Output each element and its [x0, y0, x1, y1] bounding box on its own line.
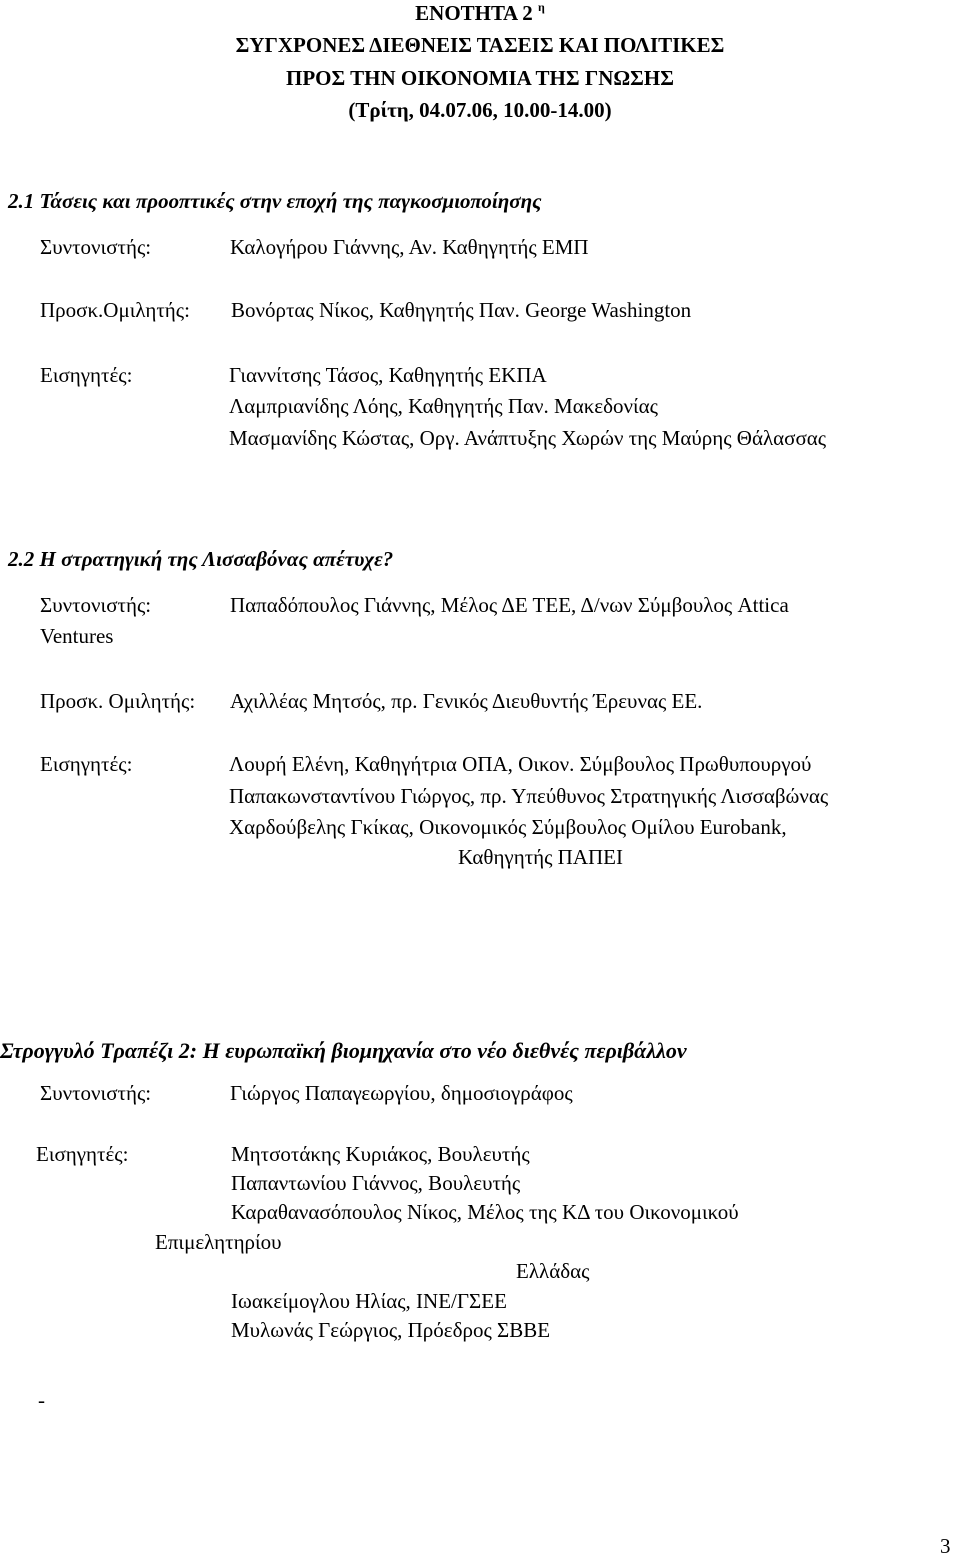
s3-speaker: Καραθανασόπουλος Νίκος, Μέλος της ΚΔ του Οικονομικού [231, 1200, 739, 1224]
s3-speaker-continuation: Επιμελητηρίου [155, 1230, 282, 1254]
s1-guest-speaker-label: Προσκ.Ομιλητής: [40, 298, 190, 322]
s2-speakers-label: Εισηγητές: [40, 752, 133, 776]
round-table-2-title: Στρογγυλό Τραπέζι 2: Η ευρωπαϊκή βιομηχανία στο νέο διεθνές περιβάλλον [0, 1038, 687, 1063]
s2-guest-speaker-label: Προσκ. Ομιλητής: [40, 689, 196, 713]
section-2-2-title: 2.2 Η στρατηγική της Λισσαβόνας απέτυχε? [8, 547, 394, 571]
s2-coordinator-label: Συντονιστής: [40, 593, 152, 617]
s3-speaker: Ιωακείμογλου Ηλίας, ΙΝΕ/ΓΣΕΕ [231, 1289, 507, 1313]
page-title-line-2: ΣΥΓΧΡΟΝΕΣ ΔΙΕΘΝΕΙΣ ΤΑΣΕΙΣ ΚΑΙ ΠΟΛΙΤΙΚΕΣ [235, 33, 725, 57]
s1-speaker: Λαμπριανίδης Λόης, Καθηγητής Παν. Μακεδονίας [229, 394, 658, 418]
unit-title: ΕΝΟΤΗΤΑ 2 $^\eta$ [415, 0, 545, 25]
session-date: (Τρίτη, 04.07.06, 10.00-14.00) [348, 98, 612, 122]
s1-guest-speaker-value: Βονόρτας Νίκος, Καθηγητής Παν. George Washington [231, 298, 692, 322]
s3-speaker: Παπαντωνίου Γιάννος, Βουλευτής [231, 1171, 521, 1195]
section-2-1-title: 2.1 Τάσεις και προοπτικές στην εποχή της παγκοσμιοποίησης [8, 189, 542, 213]
s3-coordinator-value: Γιώργος Παπαγεωργίου, δημοσιογράφος [230, 1081, 573, 1105]
s1-speaker: Μασμανίδης Κώστας, Οργ. Ανάπτυξης Χωρών της Μαύρης Θάλασσας [229, 426, 827, 450]
page-title-line-3: ΠΡΟΣ ΤΗΝ ΟΙΚΟΝΟΜΙΑ ΤΗΣ ΓΝΩΣΗΣ [286, 66, 674, 90]
s2-speaker: Παπακωνσταντίνου Γιώργος, πρ. Υπεύθυνος Στρατηγικής Λισσαβώνας [229, 784, 829, 808]
s2-speaker: Χαρδούβελης Γκίκας, Οικονομικός Σύμβουλος Ομίλου Eurobank, [229, 815, 787, 839]
list-dash: - [38, 1388, 45, 1412]
unit-title-superscript: η [538, 0, 545, 14]
s1-coordinator-label: Συντονιστής: [40, 235, 152, 259]
s3-speaker-continuation: Ελλάδας [516, 1259, 590, 1283]
s3-coordinator-label: Συντονιστής: [40, 1081, 152, 1105]
s1-coordinator-value: Καλογήρου Γιάννης, Αν. Καθηγητής ΕΜΠ [230, 235, 589, 259]
s3-speaker: Μυλωνάς Γεώργιος, Πρόεδρος ΣΒΒΕ [231, 1318, 551, 1342]
s1-speaker: Γιαννίτσης Τάσος, Καθηγητής ΕΚΠΑ [229, 363, 547, 387]
page-number: 3 [940, 1534, 951, 1558]
s3-speaker: Μητσοτάκης Κυριάκος, Βουλευτής [231, 1142, 530, 1166]
s1-speakers-label: Εισηγητές: [40, 363, 133, 387]
s3-speakers-label: Εισηγητές: [36, 1142, 129, 1166]
s2-speaker-continuation: Καθηγητής ΠΑΠΕΙ [458, 845, 623, 869]
s2-coordinator-continuation: Ventures [40, 624, 114, 648]
s2-coordinator-value: Παπαδόπουλος Γιάννης, Μέλος ΔΕ ΤΕΕ, Δ/νων Σύμβουλος Attica [230, 593, 789, 617]
s2-guest-speaker-value: Αχιλλέας Μητσός, πρ. Γενικός Διευθυντής Έρευνας ΕΕ. [230, 689, 703, 713]
s2-speaker: Λουρή Ελένη, Καθηγήτρια ΟΠΑ, Οικον. Σύμβουλος Πρωθυπουργού [229, 752, 812, 776]
